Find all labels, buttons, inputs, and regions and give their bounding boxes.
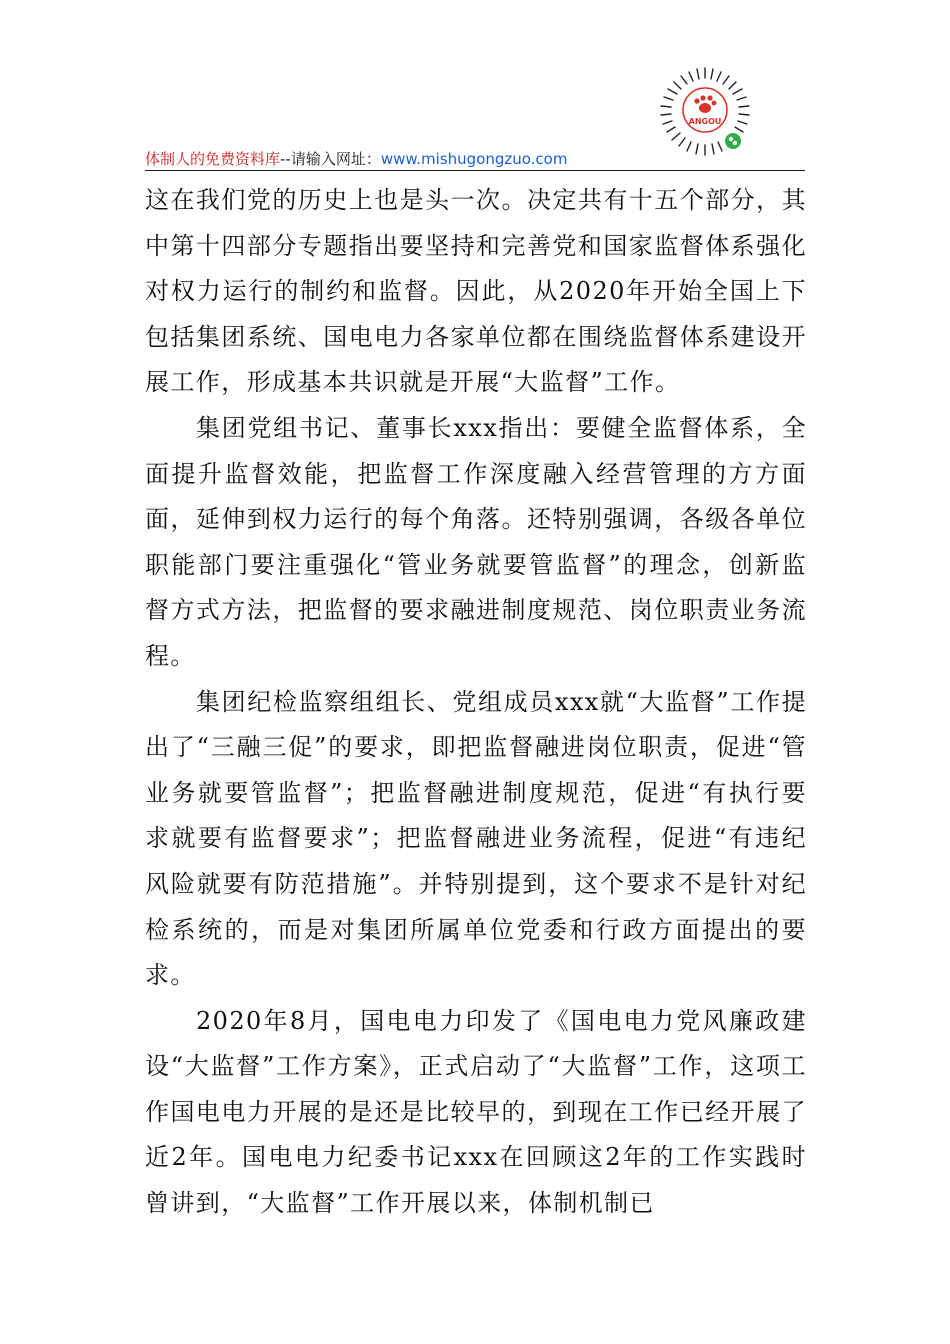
document-body [145,178,807,1227]
paragraph-3: 集团纪检监察组组长、党组成员xxx就“大监督”工作提出了“三融三促”的要求，即把监督融进岗位职责，促进“管业务就要管监督”；把监督融进制度规范，促进“有执行要求就要有监督要求”；把监督融进业务流程，促进“有违纪风险就要有防范措施”。并特别提到，这个要求不是针对纪检系统的，而是对集团所属单位党委和行政方面提出的要求。 [145,687,807,990]
paragraph-1: 这在我们党的历史上也是头一次。决定共有十五个部分，其中第十四部分专题指出要坚持和完善党和国家监督体系强化对权力运行的制约和监督。因此，从2020年开始全国上下包括集团系统、国电电力各家单位都在围绕监督体系建设开展工作，形成基本共识就是开展“大监督”工作。 [145,186,807,397]
site-url-link[interactable]: www.mishugongzuo.com [380,150,568,168]
qr-logo-text: ANGOU [688,117,722,126]
paragraph-4: 2020年8月，国电电力印发了《国电电力党风廉政建设“大监督”工作方案》，正式启动了“大监督”工作，这项工作国电电力开展的是还是比较早的，到现在工作已经开展了近2年。国电电力纪委书记xxx在回顾这2年的工作实践时曾讲到，“大监督”工作开展以来，体制机制已 [145,1006,807,1218]
site-name: 体制人的免费资料库 [145,150,281,168]
header-divider [145,170,805,171]
url-prompt: --请输入网址： [280,150,381,168]
paragraph-2: 集团党组书记、董事长xxx指出：要健全监督体系，全面提升监督效能，把监督工作深度融入经营管理的方方面面，延伸到权力运行的每个角落。还特别强调，各级各单位职能部门要注重强化“管业务就要管监督”的理念，创新监督方式方法，把监督的要求融进制度规范、岗位职责业务流程。 [145,413,807,670]
page-header [145,148,805,168]
